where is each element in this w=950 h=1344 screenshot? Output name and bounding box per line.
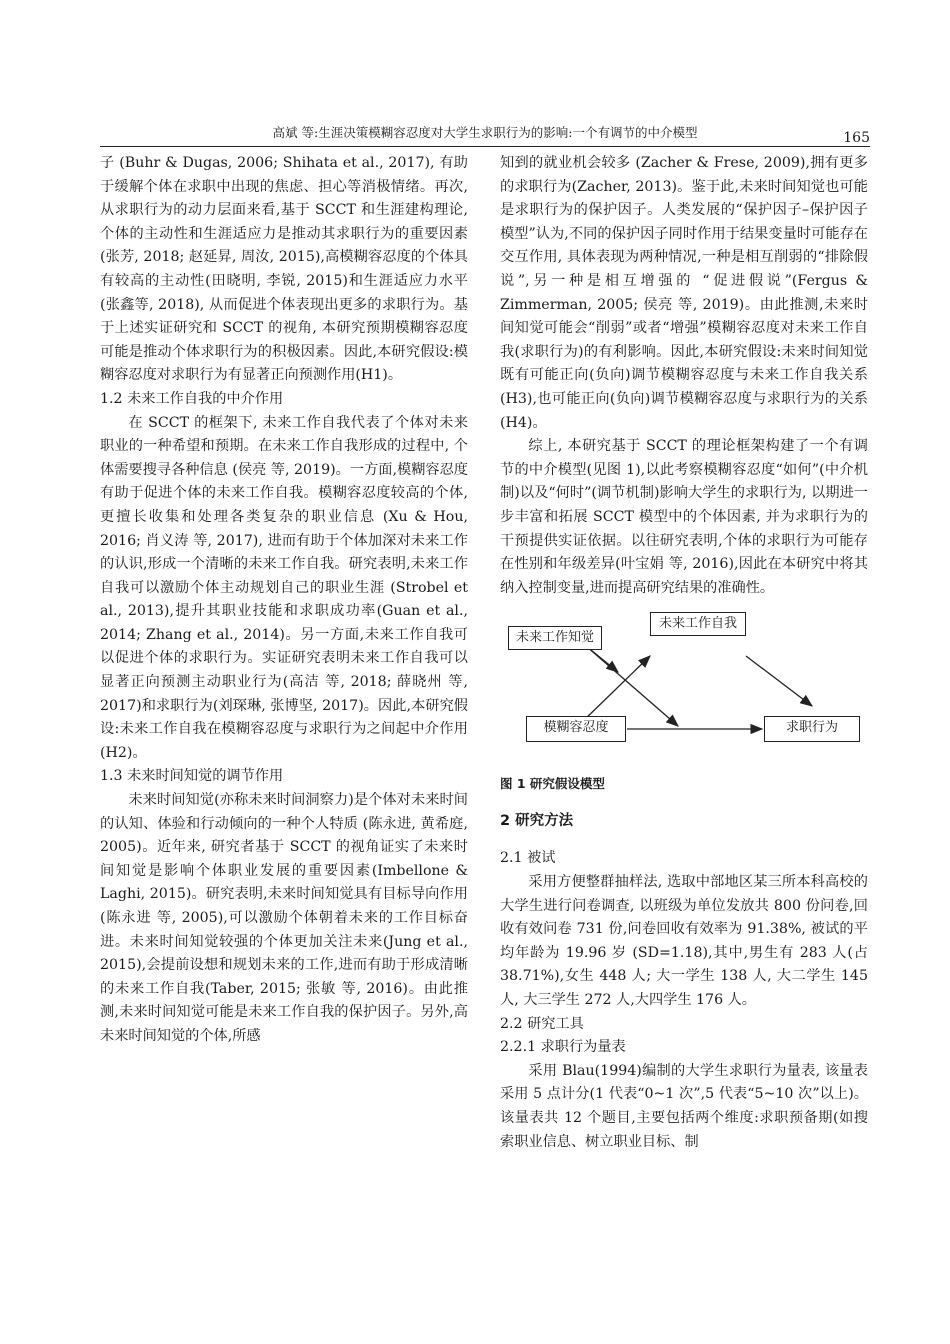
box-future-work-self: 未来工作自我	[650, 612, 746, 636]
right-column	[500, 152, 868, 1154]
section-heading-2-2-1: 2.2.1 求职行为量表	[500, 1039, 626, 1056]
arrow-fws-to-jsb	[746, 656, 812, 706]
box-job-search-behavior: 求职行为	[764, 716, 860, 742]
running-header	[100, 120, 870, 147]
section-heading-2-2: 2.2 研究工具	[500, 1015, 584, 1032]
box-tolerance-ambiguity: 模糊容忍度	[526, 716, 626, 742]
section-heading-1-2: 1.2 未来工作自我的中介作用	[100, 390, 284, 407]
section-heading-1-3: 1.3 未来时间知觉的调节作用	[100, 768, 284, 785]
figure-1-hypothesis-model	[500, 612, 868, 772]
paragraph: 子 (Buhr & Dugas, 2006; Shihata et al., 2017), 有助于缓解个体在求职中出现的焦虑、担心等消极情绪。再次,从求职行为的动力层面来看,基于 SCCT 和生涯建构理论,个体的主动性和生涯适应力是推动其求职行为的重要因素(张芳, 2018; 赵延昇, 周汝, 2015),高模糊容忍度的个体具有较高的主动性(田晓明, 李锐, 2015)和生涯适应力水平(张鑫等, 2018), 从而促进个体表现出更多的求职行为。基于上述实证研究和 SCCT 的视角, 本研究预期模糊容忍度可能是推动个体求职行为的积极因素。因此,本研究假设:模糊容忍度对求职行为有显著正向预测作用(H1)。	[100, 155, 468, 384]
paragraph: 在 SCCT 的框架下, 未来工作自我代表了个体对未来职业的一种希望和预期。在未来工作自我形成的过程中, 个体需要搜寻各种信息 (侯亮 等, 2019)。一方面,模糊容忍度有助于促进个体的未来工作自我。模糊容忍度较高的个体,更擅长收集和处理各类复杂的职业信息 (Xu & Hou, 2016; 肖义涛 等, 2017), 进而有助于个体加深对未来工作的认识,形成一个清晰的未来工作自我。研究表明,未来工作自我可以激励个体主动规划自己的职业生涯 (Strobel et al., 2013),提升其职业技能和求职成功率(Guan et al., 2014; Zhang et al., 2014)。另一方面,未来工作自我可以促进个体的求职行为。实证研究表明未来工作自我可以显著正向预测主动职业行为(高洁 等, 2018; 薛晓州 等, 2017)和求职行为(刘琛琳, 张博坚, 2017)。因此,本研究假设:未来工作自我在模糊容忍度与求职行为之间起中介作用(H2)。	[100, 414, 468, 761]
box-future-time-perception: 未来工作知觉	[508, 626, 602, 650]
paragraph: 综上, 本研究基于 SCCT 的理论框架构建了一个有调节的中介模型(见图 1),以此考察模糊容忍度“如何”(中介机制)以及“何时”(调节机制)影响大学生的求职行为, 以期进一步丰富和拓展 SCCT 模型中的个体因素, 并为求职行为的干预提供实证依据。以往研究表明,个体的求职行为可能存在性别和年级差异(叶宝娟 等, 2016),因此在本研究中将其纳入控制变量,进而提高研究结果的准确性。	[500, 438, 868, 596]
section-heading-2-1: 2.1 被试	[500, 850, 556, 867]
running-title: 高斌 等:生涯决策模糊容忍度对大学生求职行为的影响:一个有调节的中介模型	[272, 125, 698, 140]
paragraph: 采用 Blau(1994)编制的大学生求职行为量表, 该量表采用 5 点计分(1 代表“0~1 次”,5 代表“5~10 次”以上)。该量表共 12 个题目,主要包括两个维度:求职预备期(如搜索职业信息、树立职业目标、制	[500, 1062, 868, 1150]
section-heading-2: 2 研究方法	[500, 812, 574, 829]
left-column	[100, 152, 468, 1049]
arrow-ftp-to-path-c	[586, 646, 678, 726]
arrow-ta-to-fws	[580, 656, 650, 724]
figure-caption: 图 1 研究假设模型	[500, 776, 605, 792]
paragraph: 未来时间知觉(亦称未来时间洞察力)是个体对未来时间的认知、体验和行动倾向的一种个人特质 (陈永进, 黄希庭, 2005)。近年来, 研究者基于 SCCT 的视角证实了未来时间知觉是影响个体职业发展的重要因素(Imbellone & Laghi, 2015)。研究表明,未来时间知觉具有目标导向作用(陈永进 等, 2005),可以激励个体朝着未来的工作目标奋进。未来时间知觉较强的个体更加关注未来(Jung et al., 2015),会提前设想和规划未来的工作,进而有助于形成清晰的未来工作自我(Taber, 2015; 张敏 等, 2016)。由此推测,未来时间知觉可能是未来工作自我的保护因子。另外,高未来时间知觉的个体,所感	[100, 792, 468, 1044]
paragraph: 采用方便整群抽样法, 选取中部地区某三所本科高校的大学生进行问卷调查, 以班级为单位发放共 800 份问卷,回收有效问卷 731 份,问卷回收有效率为 91.38%, 被试的平均年龄为 19.96 岁 (SD=1.18),其中,男生有 283 人(占 38.71%),女生 448 人; 大一学生 138 人, 大二学生 145 人, 大三学生 272 人,大四学生 176 人。	[500, 874, 868, 1009]
page-number: 165	[843, 130, 870, 146]
paragraph: 知到的就业机会较多 (Zacher & Frese, 2009),拥有更多的求职行为(Zacher, 2013)。鉴于此,未来时间知觉也可能是求职行为的保护因子。人类发展的“保护因子–保护因子模型”认为,不同的保护因子同时作用于结果变量时可能存在交互作用, 具体表现为两种情况,一种是相互削弱的“排除假说”,另一种是相互增强的 “促进假说”(Fergus & Zimmerman, 2005; 侯亮 等, 2019)。由此推测,未来时间知觉可能会“削弱”或者“增强”模糊容忍度对未来工作自我(求职行为)的有利影响。因此,本研究假设:未来时间知觉既有可能正向(负向)调节模糊容忍度与未来工作自我关系(H3),也可能正向(负向)调节模糊容忍度与求职行为的关系(H4)。	[500, 155, 868, 431]
